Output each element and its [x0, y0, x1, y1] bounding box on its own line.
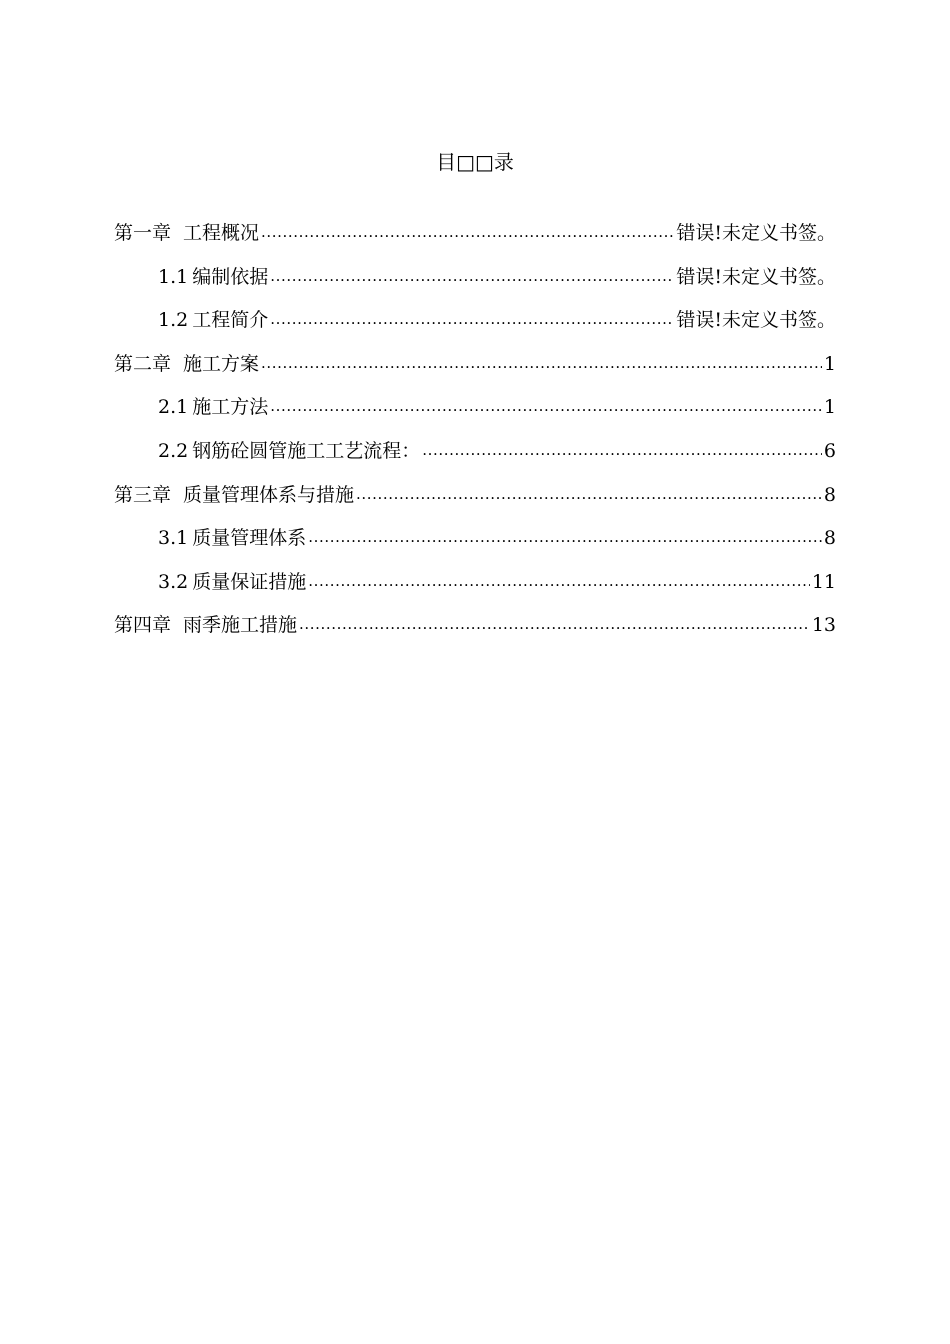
toc-entry-page: 6: [823, 439, 836, 462]
table-of-contents: [114, 218, 836, 654]
toc-entry-page: 错误!未定义书签。: [676, 309, 836, 332]
toc-entry-text: 工程简介: [192, 309, 269, 332]
toc-entry-page: 1: [823, 396, 836, 419]
toc-entry-text: 质量管理体系: [192, 527, 307, 550]
toc-entry-number: 1.1: [158, 265, 189, 288]
toc-entry-page: 8: [823, 483, 836, 506]
toc-entry-text: 编制依据: [192, 265, 269, 288]
toc-entry[interactable]: [114, 392, 836, 436]
toc-entry[interactable]: [114, 305, 836, 349]
toc-leader-dots: [270, 390, 822, 420]
toc-leader-dots: [270, 303, 674, 333]
toc-entry[interactable]: [114, 218, 836, 262]
toc-entry-number: 3.1: [158, 527, 189, 550]
toc-entry-text: 施工方案: [183, 352, 260, 375]
toc-entry[interactable]: [114, 436, 836, 480]
toc-entry[interactable]: [114, 567, 836, 611]
toc-entry[interactable]: [114, 349, 836, 393]
toc-entry-text: 雨季施工措施: [183, 614, 298, 637]
toc-leader-dots: [299, 608, 810, 638]
toc-entry[interactable]: [114, 523, 836, 567]
toc-leader-dots: [422, 434, 822, 464]
toc-entry-page: 8: [823, 527, 836, 550]
toc-leader-dots: [261, 216, 674, 246]
toc-leader-dots: [261, 347, 822, 377]
toc-entry-chapter: 第一章: [114, 222, 172, 244]
toc-entry[interactable]: [114, 610, 836, 654]
toc-leader-dots: [308, 521, 822, 551]
toc-entry-page: 1: [823, 352, 836, 375]
toc-entry-chapter: 第四章: [114, 614, 172, 637]
toc-entry-text: 质量保证措施: [192, 570, 307, 593]
toc-entry[interactable]: [114, 480, 836, 524]
toc-leader-dots: [308, 565, 810, 595]
toc-leader-dots: [270, 260, 674, 290]
toc-entry-page: 错误!未定义书签。: [676, 222, 836, 244]
toc-entry-text: 施工方法: [192, 396, 269, 419]
toc-entry-number: 2.2: [158, 439, 189, 462]
toc-entry-text: 质量管理体系与措施: [183, 483, 355, 506]
toc-title: 目□□录: [436, 150, 514, 174]
toc-entry-number: 3.2: [158, 570, 189, 593]
toc-entry-page: 错误!未定义书签。: [676, 265, 836, 288]
toc-entry-page: 11: [811, 570, 836, 593]
toc-entry-text: 钢筋砼圆管施工工艺流程：: [192, 439, 421, 462]
toc-entry-number: 2.1: [158, 396, 189, 419]
toc-entry-text: 工程概况: [183, 222, 260, 244]
toc-entry-page: 13: [811, 614, 836, 637]
toc-entry-chapter: 第二章: [114, 352, 172, 375]
toc-entry-number: 1.2: [158, 309, 189, 332]
toc-entry[interactable]: [114, 262, 836, 306]
toc-entry-chapter: 第三章: [114, 483, 172, 506]
toc-leader-dots: [356, 478, 822, 508]
